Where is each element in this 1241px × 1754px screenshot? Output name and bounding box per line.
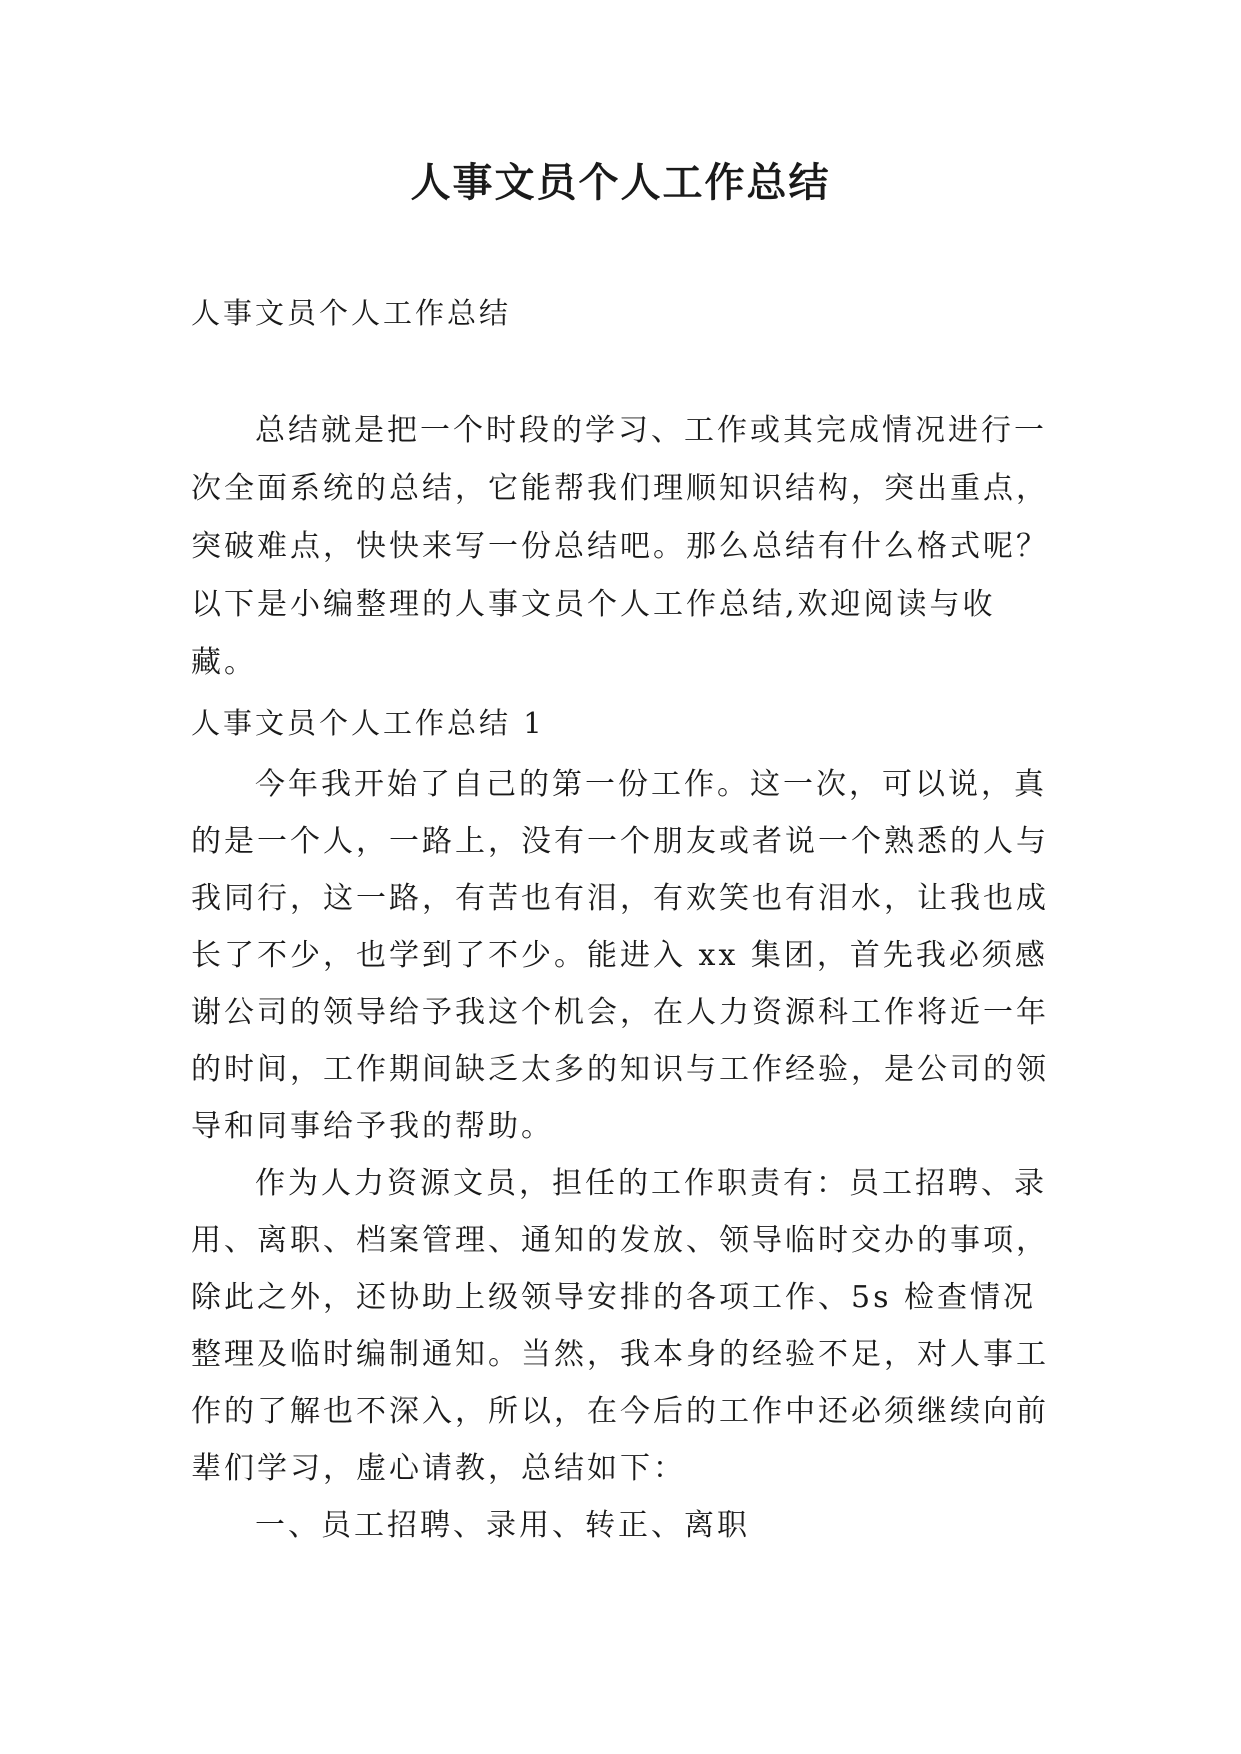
intro-paragraph: 总结就是把一个时段的学习、工作或其完成情况进行一次全面系统的总结，它能帮我们理顺知识结构，突出重点，突破难点，快快来写一份总结吧。那么总结有什么格式呢？以下是小编整理的人事文员个人工作总结,欢迎阅读与收藏。 [191,413,1049,680]
section-heading: 人事文员个人工作总结 1 [191,706,545,740]
document-title: 人事文员个人工作总结 [410,159,831,206]
body-paragraph: 作为人力资源文员，担任的工作职责有：员工招聘、录用、离职、档案管理、通知的发放、领导临时交办的事项，除此之外，还协助上级领导安排的各项工作、5s 检查情况整理及临时编制通知。当然，我本身的经验不足，对人事工作的了解也不深入，所以，在今后的工作中还必须继续向前辈们学习，虚心请教，总结如下： [191,1166,1049,1486]
document-subtitle: 人事文员个人工作总结 [191,296,512,330]
body-paragraph: 今年我开始了自己的第一份工作。这一次，可以说，真的是一个人，一路上，没有一个朋友或者说一个熟悉的人与我同行，这一路，有苦也有泪，有欢笑也有泪水，让我也成长了不少，也学到了不少。能进入 xx 集团，首先我必须感谢公司的领导给予我这个机会，在人力资源科工作将近一年的时间，工作期间缺乏太多的知识与工作经验，是公司的领导和同事给予我的帮助。 [191,767,1049,1144]
body-text [191,756,1061,1554]
list-heading: 一、员工招聘、录用、转正、离职 [255,1508,750,1543]
